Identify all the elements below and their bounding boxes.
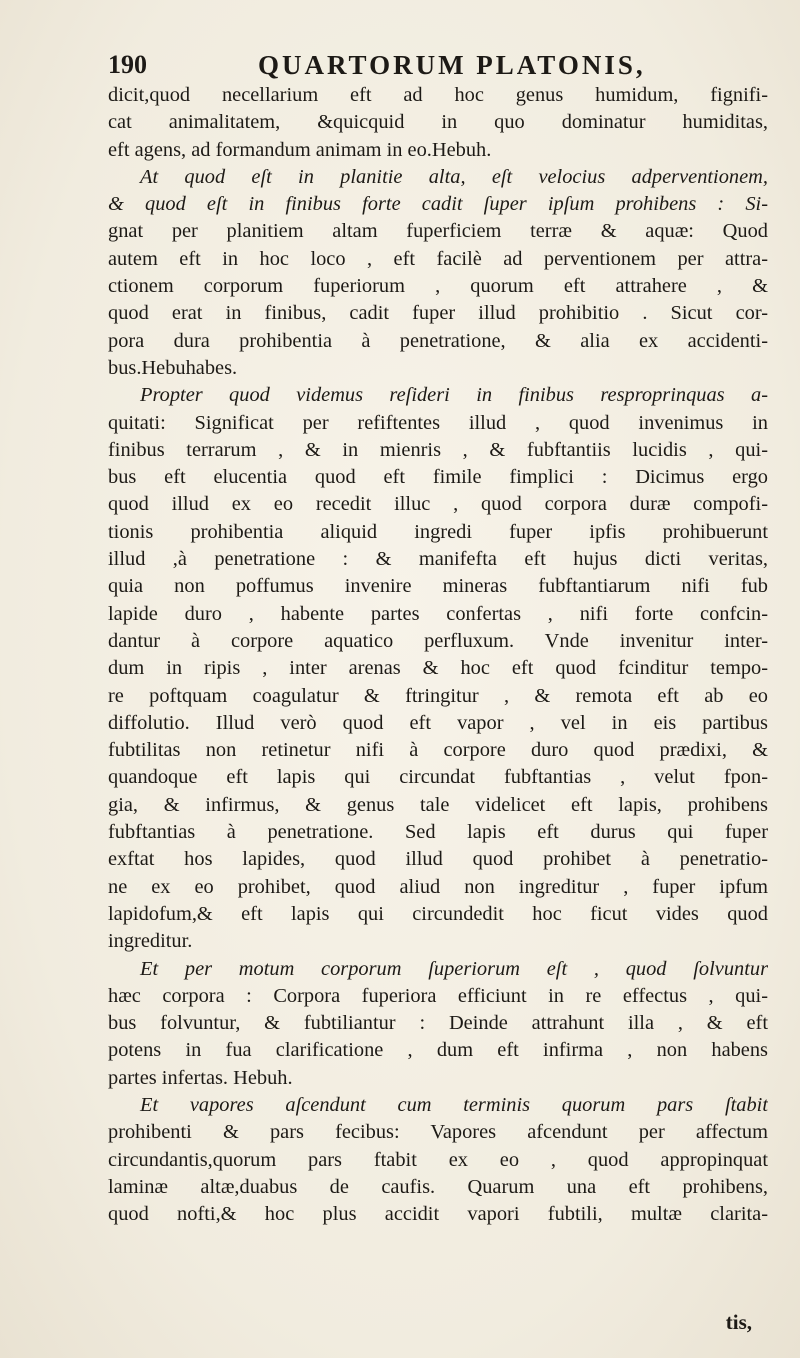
text-line: bus.Hebuhabes. (108, 356, 238, 379)
text-line: lapide duro , habente partes confertas , nifi forte confcin- (108, 602, 768, 625)
text-line: illud ,à penetratione : & manifefta eft hujus dicti veritas, (108, 548, 768, 571)
text-line: quia non poffumus invenire mineras fubftantiarum nifi fub (108, 575, 768, 598)
text-line: laminæ altæ,duabus de caufis. Quarum una eft prohibens, (108, 1175, 768, 1198)
text-line: re poftquam coagulatur & ftringitur , & remota eft ab eo (108, 684, 768, 707)
text-line: bus eft elucentia quod eft fimile fimplici : Dicimus ergo (108, 466, 768, 489)
text-line: quod erat in finibus, cadit fuper illud prohibitio . Sicut cor- (108, 302, 768, 325)
text-line: dicit,quod necellarium eft ad hoc genus humidum, fignifi- (108, 84, 768, 106)
text-line: ingreditur. (108, 930, 193, 953)
text-line: Et per motum corporum ſuperiorum eſt , quod ſolvuntur (140, 957, 768, 980)
text-line: finibus terrarum , & in mienris , & fubftantiis lucidis , qui- (108, 438, 768, 461)
text-line: ne ex eo prohibet, quod aliud non ingreditur , fuper ipfum (108, 875, 768, 898)
text-line: fubtilitas non retinetur nifi à corpore duro quod prædixi, & (108, 739, 768, 762)
text-line: diffolutio. Illud verò quod eft vapor , vel in eis partibus (108, 711, 768, 734)
text-line: exftat hos lapides, quod illud quod prohibet à penetratio- (108, 848, 768, 871)
text-line: dum in ripis , inter arenas & hoc eft quod fcinditur tempo- (108, 657, 768, 680)
text-line: pora dura prohibentia à penetratione, & alia ex accidenti- (108, 329, 768, 352)
text-line: quandoque eft lapis qui circundat fubftantias , velut fpon- (108, 766, 768, 789)
text-line: circundantis,quorum pars ftabit ex eo , quod appropinquat (108, 1148, 768, 1171)
text-line: fubftantias à penetratione. Sed lapis eft durus qui fuper (108, 821, 768, 844)
running-title: QUARTORUM PLATONIS, (258, 50, 646, 80)
text-line: lapidofum,& eft lapis qui circundedit hoc ficut vides quod (108, 902, 768, 925)
text-line: Propter quod videmus reſideri in finibus resproprinquas a- (140, 384, 768, 407)
text-line: dantur à corpore aquatico perfluxum. Vnde invenitur inter- (108, 629, 768, 652)
text-line: cat animalitatem, &quicquid in quo dominatur humiditas, (108, 111, 768, 134)
text-line: partes infertas. Hebuh. (108, 1066, 293, 1089)
text-line: quod nofti,& hoc plus accidit vapori fubtili, multæ clarita- (108, 1203, 768, 1226)
text-line: gnat per planitiem altam fuperficiem terræ & aquæ: Quod (108, 220, 768, 243)
text-line: tionis prohibentia aliquid ingredi fuper ipfis prohibuerunt (108, 520, 768, 543)
body-text (108, 82, 768, 1228)
text-line: & quod eſt in finibus forte cadit ſuper ipſum prohibens : Si- (108, 193, 768, 216)
text-line: bus folvuntur, & fubtiliantur : Deinde attrahunt illa , & eft (108, 1012, 768, 1035)
text-line: At quod eſt in planitie alta, eſt velocius adperventionem, (140, 165, 768, 188)
text-line: hæc corpora : Corpora fuperiora efficiunt in re effectus , qui- (108, 984, 768, 1007)
text-line: autem eft in hoc loco , eft facilè ad perventionem per attra- (108, 247, 768, 270)
page-number: 190 (108, 50, 147, 79)
text-line: quod illud ex eo recedit illuc , quod corpora duræ compofi- (108, 493, 768, 516)
text-line: potens in fua clarificatione , dum eft infirma , non habens (108, 1039, 768, 1062)
text-line: gia, & infirmus, & genus tale videlicet eft lapis, prohibens (108, 793, 768, 816)
text-line: ctionem corporum fuperiorum , quorum eft attrahere , & (108, 275, 768, 298)
text-line: Et vapores aſcendunt cum terminis quorum pars ſtabit (140, 1093, 768, 1116)
text-line: prohibenti & pars fecibus: Vapores afcendunt per affectum (108, 1121, 768, 1144)
catchword: tis, (725, 1310, 752, 1334)
text-line: eft agens, ad formandum animam in eo.Hebuh. (108, 138, 492, 161)
text-line: quitati: Significat per refiftentes illud , quod invenimus in (108, 411, 768, 434)
